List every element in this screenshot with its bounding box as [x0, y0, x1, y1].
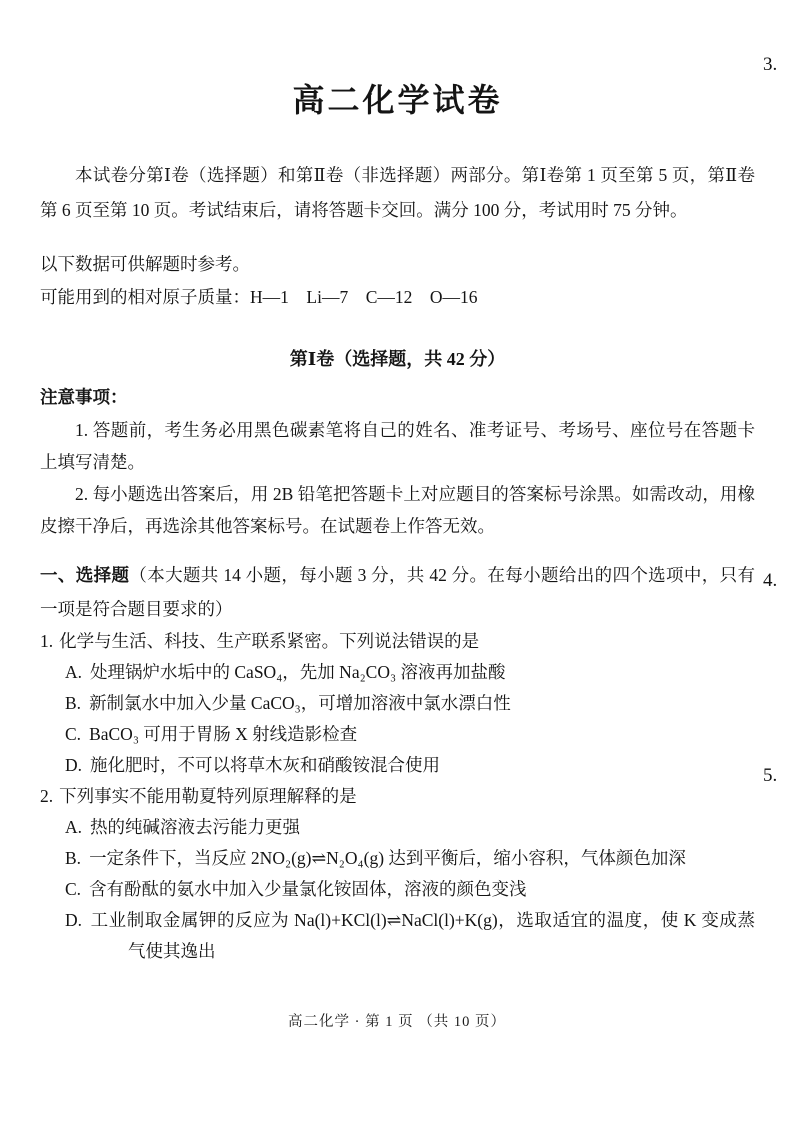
question-2-option-d — [40, 905, 755, 967]
option-text: 热的纯碱溶液去污能力更强 — [90, 817, 301, 837]
option-text: 处理锅炉水垢中的 CaSO₄，先加 Na₂CO₃ 溶液再加盐酸 — [90, 662, 506, 682]
page-content — [0, 78, 794, 967]
question-number: 1. — [40, 631, 54, 651]
option-label: A. — [65, 662, 83, 682]
question-1-option-c — [40, 719, 755, 750]
notice-item-1: 1. 答题前，考生务必用黑色碳素笔将自己的姓名、准考证号、考场号、座位号在答题卡上填写清楚。 — [40, 420, 755, 472]
exam-title: 高二化学试卷 — [292, 82, 503, 118]
option-text: 新制氯水中加入少量 CaCO₃，可增加溶液中氯水漂白性 — [89, 693, 511, 713]
margin-question-number-5: 5. — [763, 765, 778, 786]
question-1 — [40, 626, 755, 781]
question-1-stem — [40, 626, 755, 657]
reference-note: 以下数据可供解题时参考。 — [40, 254, 250, 274]
option-label: D. — [65, 910, 83, 930]
section-1-heading: 第Ⅰ卷（选择题，共 42 分） — [289, 349, 506, 369]
option-label: B. — [65, 693, 82, 713]
option-text: BaCO₃ 可用于胃肠 X 射线造影检查 — [89, 724, 358, 744]
reference-data-block — [40, 248, 755, 314]
question-text: 化学与生活、科技、生产联系紧密。下列说法错误的是 — [59, 631, 480, 651]
option-label: C. — [65, 879, 82, 899]
option-label: B. — [65, 848, 82, 868]
page-footer: 高二化学 · 第 1 页 （共 10 页） — [288, 1014, 506, 1030]
question-2 — [40, 781, 755, 967]
margin-question-number-4: 4. — [763, 570, 778, 591]
question-number: 2. — [40, 786, 54, 806]
question-2-stem — [40, 781, 755, 812]
option-text: 工业制取金属钾的反应为 Na(l)+KCl(l)⇌NaCl(l)+K(g)，选取适宜的温度，使 K 变成蒸气使其逸出 — [90, 910, 755, 961]
option-label: A. — [65, 817, 83, 837]
option-text: 一定条件下，当反应 2NO₂(g)⇌N₂O₄(g) 达到平衡后，缩小容积，气体颜色加深 — [89, 848, 686, 868]
section-label: 一、选择题 — [40, 565, 130, 585]
notice-title: 注意事项： — [40, 387, 128, 407]
question-1-option-b — [40, 688, 755, 719]
exam-intro-paragraph: 本试卷分第Ⅰ卷（选择题）和第Ⅱ卷（非选择题）两部分。第Ⅰ卷第 1 页至第 5 页，第Ⅱ卷第 6 页至第 10 页。考试结束后，请将答题卡交回。满分 100 分，考试用时 75 分钟。 — [40, 165, 755, 220]
option-text: 含有酚酞的氨水中加入少量氯化铵固体，溶液的颜色变浅 — [89, 879, 527, 899]
question-2-option-a — [40, 812, 755, 843]
atomic-mass-list: 可能用到的相对原子质量：H—1 Li—7 C—12 O—16 — [40, 287, 478, 307]
option-text: 施化肥时，不可以将草木灰和硝酸铵混合使用 — [90, 755, 441, 775]
margin-question-number-3: 3. — [763, 54, 778, 75]
question-1-option-d — [40, 750, 755, 781]
question-2-option-c — [40, 874, 755, 905]
section-description: （本大题共 14 小题，每小题 3 分，共 42 分。在每小题给出的四个选项中，只有一项是符合题目要求的） — [40, 565, 756, 619]
option-label: D. — [65, 755, 83, 775]
multiple-choice-section-heading — [40, 558, 755, 626]
question-text: 下列事实不能用勒夏特列原理解释的是 — [59, 786, 357, 806]
notice-item-2: 2. 每小题选出答案后，用 2B 铅笔把答题卡上对应题目的答案标号涂黑。如需改动，用橡皮擦干净后，再选涂其他答案标号。在试题卷上作答无效。 — [40, 484, 755, 536]
question-1-option-a — [40, 657, 755, 688]
question-2-option-b — [40, 843, 755, 874]
option-label: C. — [65, 724, 82, 744]
